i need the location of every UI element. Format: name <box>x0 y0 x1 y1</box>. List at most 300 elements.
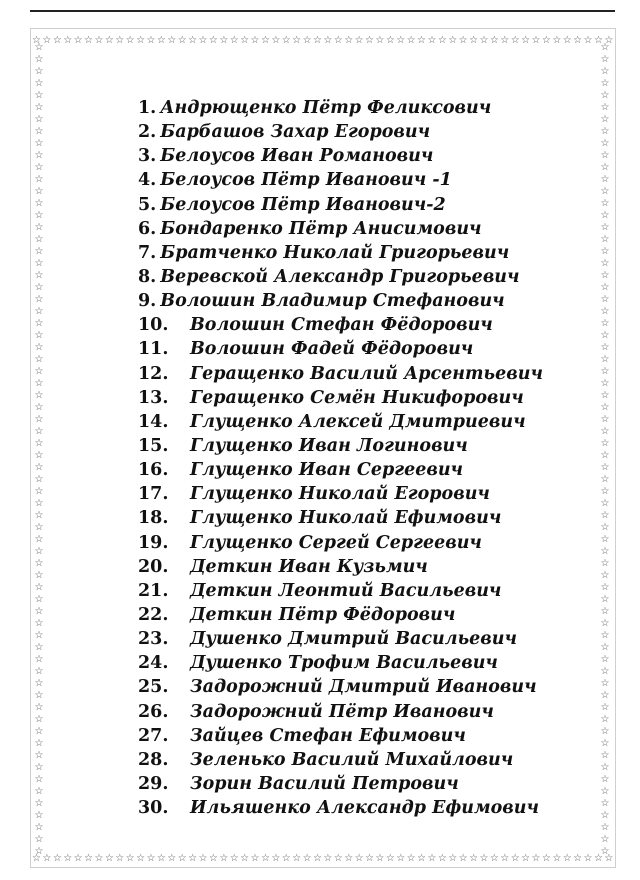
star-outline-icon: ☆ <box>600 354 610 365</box>
star-outline-icon: ☆ <box>427 35 437 46</box>
star-outline-icon: ☆ <box>104 35 114 46</box>
star-outline-icon: ☆ <box>34 90 44 101</box>
star-outline-icon: ☆ <box>34 402 44 413</box>
item-number: 11. <box>138 339 169 360</box>
name-list <box>138 96 608 820</box>
star-outline-icon: ☆ <box>302 35 312 46</box>
star-outline-icon: ☆ <box>600 546 610 557</box>
item-name: Глущенко Иван Логинович <box>190 435 468 456</box>
item-number: 27. <box>138 725 169 746</box>
star-outline-icon: ☆ <box>354 853 364 864</box>
item-number: 19. <box>138 532 169 553</box>
star-border-bottom <box>32 852 614 866</box>
star-outline-icon: ☆ <box>600 54 610 65</box>
top-rule <box>30 10 615 12</box>
star-outline-icon: ☆ <box>125 853 135 864</box>
star-outline-icon: ☆ <box>34 834 44 845</box>
star-outline-icon: ☆ <box>73 35 83 46</box>
star-outline-icon: ☆ <box>600 822 610 833</box>
star-outline-icon: ☆ <box>562 853 572 864</box>
item-number: 17. <box>138 484 169 505</box>
star-outline-icon: ☆ <box>385 35 395 46</box>
star-outline-icon: ☆ <box>600 234 610 245</box>
star-outline-icon: ☆ <box>188 35 198 46</box>
star-outline-icon: ☆ <box>34 750 44 761</box>
star-outline-icon: ☆ <box>510 35 520 46</box>
list-item <box>138 144 608 168</box>
list-item <box>138 724 608 748</box>
star-outline-icon: ☆ <box>34 342 44 353</box>
item-name: Бондаренко Пётр Анисимович <box>160 218 482 239</box>
item-name: Зайцев Стефан Ефимович <box>190 725 466 746</box>
star-outline-icon: ☆ <box>323 853 333 864</box>
item-name: Душенко Дмитрий Васильевич <box>190 629 517 650</box>
star-outline-icon: ☆ <box>600 150 610 161</box>
star-outline-icon: ☆ <box>600 438 610 449</box>
star-outline-icon: ☆ <box>34 606 44 617</box>
star-outline-icon: ☆ <box>34 306 44 317</box>
star-outline-icon: ☆ <box>600 510 610 521</box>
star-outline-icon: ☆ <box>600 654 610 665</box>
star-outline-icon: ☆ <box>292 35 302 46</box>
star-outline-icon: ☆ <box>600 378 610 389</box>
item-number: 14. <box>138 411 169 432</box>
star-outline-icon: ☆ <box>34 426 44 437</box>
item-name: Задорожний Дмитрий Иванович <box>190 677 537 698</box>
star-outline-icon: ☆ <box>34 486 44 497</box>
star-outline-icon: ☆ <box>34 642 44 653</box>
item-name: Братченко Николай Григорьевич <box>160 242 510 263</box>
star-outline-icon: ☆ <box>427 853 437 864</box>
star-border-left <box>32 42 46 856</box>
star-outline-icon: ☆ <box>600 750 610 761</box>
item-number: 2. <box>138 122 157 143</box>
star-outline-icon: ☆ <box>600 330 610 341</box>
star-outline-icon: ☆ <box>34 150 44 161</box>
star-outline-icon: ☆ <box>94 853 104 864</box>
star-outline-icon: ☆ <box>34 378 44 389</box>
item-name: Зеленько Василий Михайлович <box>190 749 514 770</box>
item-name: Волошин Стефан Фёдорович <box>190 315 493 336</box>
list-item <box>138 241 608 265</box>
star-outline-icon: ☆ <box>600 306 610 317</box>
star-outline-icon: ☆ <box>375 853 385 864</box>
list-item <box>138 675 608 699</box>
item-number: 7. <box>138 242 157 263</box>
star-outline-icon: ☆ <box>600 606 610 617</box>
star-outline-icon: ☆ <box>600 66 610 77</box>
star-outline-icon: ☆ <box>34 774 44 785</box>
star-outline-icon: ☆ <box>52 853 62 864</box>
star-outline-icon: ☆ <box>34 438 44 449</box>
star-outline-icon: ☆ <box>292 853 302 864</box>
star-outline-icon: ☆ <box>208 35 218 46</box>
list-item <box>138 555 608 579</box>
star-outline-icon: ☆ <box>600 78 610 89</box>
star-outline-icon: ☆ <box>541 35 551 46</box>
star-outline-icon: ☆ <box>600 702 610 713</box>
star-outline-icon: ☆ <box>34 546 44 557</box>
star-outline-icon: ☆ <box>34 234 44 245</box>
list-item <box>138 362 608 386</box>
star-outline-icon: ☆ <box>34 570 44 581</box>
star-outline-icon: ☆ <box>167 35 177 46</box>
star-outline-icon: ☆ <box>552 853 562 864</box>
star-outline-icon: ☆ <box>34 846 44 857</box>
list-item <box>138 531 608 555</box>
star-outline-icon: ☆ <box>600 42 610 53</box>
star-outline-icon: ☆ <box>600 462 610 473</box>
star-outline-icon: ☆ <box>34 702 44 713</box>
star-outline-icon: ☆ <box>34 258 44 269</box>
list-item <box>138 506 608 530</box>
list-item <box>138 96 608 120</box>
star-outline-icon: ☆ <box>34 822 44 833</box>
star-outline-icon: ☆ <box>34 582 44 593</box>
star-outline-icon: ☆ <box>84 35 93 46</box>
star-outline-icon: ☆ <box>250 35 260 46</box>
star-outline-icon: ☆ <box>600 102 610 113</box>
star-outline-icon: ☆ <box>600 342 610 353</box>
star-outline-icon: ☆ <box>34 726 44 737</box>
star-outline-icon: ☆ <box>593 853 603 864</box>
star-outline-icon: ☆ <box>396 35 406 46</box>
star-outline-icon: ☆ <box>84 853 93 864</box>
star-outline-icon: ☆ <box>219 853 229 864</box>
list-item <box>138 265 608 289</box>
star-outline-icon: ☆ <box>312 853 322 864</box>
list-item <box>138 337 608 361</box>
star-outline-icon: ☆ <box>417 853 426 864</box>
item-number: 30. <box>138 798 169 819</box>
star-outline-icon: ☆ <box>600 834 610 845</box>
star-outline-icon: ☆ <box>34 330 44 341</box>
star-outline-icon: ☆ <box>260 35 270 46</box>
list-item <box>138 772 608 796</box>
star-outline-icon: ☆ <box>437 35 447 46</box>
star-outline-icon: ☆ <box>600 246 610 257</box>
star-outline-icon: ☆ <box>600 318 610 329</box>
star-outline-icon: ☆ <box>34 186 44 197</box>
item-number: 21. <box>138 580 169 601</box>
star-outline-icon: ☆ <box>600 366 610 377</box>
item-number: 1. <box>138 98 157 118</box>
star-outline-icon: ☆ <box>344 35 354 46</box>
star-outline-icon: ☆ <box>600 534 610 545</box>
star-outline-icon: ☆ <box>302 853 312 864</box>
list-item <box>138 458 608 482</box>
star-outline-icon: ☆ <box>34 102 44 113</box>
star-outline-icon: ☆ <box>365 853 374 864</box>
list-item <box>138 410 608 434</box>
star-outline-icon: ☆ <box>156 853 166 864</box>
star-outline-icon: ☆ <box>500 853 510 864</box>
item-name: Душенко Трофим Васильевич <box>190 653 498 674</box>
star-outline-icon: ☆ <box>34 618 44 629</box>
item-number: 16. <box>138 460 169 481</box>
star-outline-icon: ☆ <box>156 35 166 46</box>
star-outline-icon: ☆ <box>32 35 41 46</box>
star-outline-icon: ☆ <box>600 126 610 137</box>
star-outline-icon: ☆ <box>600 690 610 701</box>
list-item <box>138 313 608 337</box>
star-outline-icon: ☆ <box>500 35 510 46</box>
star-outline-icon: ☆ <box>406 853 416 864</box>
star-outline-icon: ☆ <box>600 162 610 173</box>
star-outline-icon: ☆ <box>600 498 610 509</box>
item-number: 8. <box>138 266 157 287</box>
star-outline-icon: ☆ <box>417 35 426 46</box>
star-outline-icon: ☆ <box>34 462 44 473</box>
star-outline-icon: ☆ <box>600 402 610 413</box>
star-outline-icon: ☆ <box>34 390 44 401</box>
star-outline-icon: ☆ <box>333 853 343 864</box>
star-outline-icon: ☆ <box>240 853 250 864</box>
list-item <box>138 120 608 144</box>
star-outline-icon: ☆ <box>34 810 44 821</box>
list-item <box>138 482 608 506</box>
star-border-top <box>32 34 614 48</box>
star-outline-icon: ☆ <box>34 762 44 773</box>
star-outline-icon: ☆ <box>489 853 499 864</box>
star-outline-icon: ☆ <box>34 198 44 209</box>
list-item <box>138 748 608 772</box>
star-outline-icon: ☆ <box>34 66 44 77</box>
item-name: Глущенко Алексей Дмитриевич <box>190 411 526 432</box>
list-item <box>138 579 608 603</box>
star-outline-icon: ☆ <box>34 210 44 221</box>
star-outline-icon: ☆ <box>323 35 333 46</box>
item-number: 29. <box>138 773 169 794</box>
item-number: 25. <box>138 677 169 698</box>
star-outline-icon: ☆ <box>34 798 44 809</box>
star-outline-icon: ☆ <box>34 690 44 701</box>
star-outline-icon: ☆ <box>115 35 125 46</box>
star-outline-icon: ☆ <box>42 35 52 46</box>
star-outline-icon: ☆ <box>34 282 44 293</box>
star-outline-icon: ☆ <box>583 853 593 864</box>
star-outline-icon: ☆ <box>63 35 73 46</box>
list-item <box>138 193 608 217</box>
star-outline-icon: ☆ <box>562 35 572 46</box>
star-outline-icon: ☆ <box>34 510 44 521</box>
item-number: 20. <box>138 556 169 577</box>
star-outline-icon: ☆ <box>600 414 610 425</box>
list-item <box>138 603 608 627</box>
item-number: 4. <box>138 170 157 191</box>
star-outline-icon: ☆ <box>344 853 354 864</box>
star-outline-icon: ☆ <box>604 853 614 864</box>
star-outline-icon: ☆ <box>600 474 610 485</box>
star-outline-icon: ☆ <box>600 630 610 641</box>
item-name: Волошин Фадей Фёдорович <box>190 339 474 360</box>
star-outline-icon: ☆ <box>600 594 610 605</box>
item-name: Деткин Пётр Фёдорович <box>190 604 456 625</box>
star-outline-icon: ☆ <box>365 35 374 46</box>
star-outline-icon: ☆ <box>34 594 44 605</box>
list-item <box>138 289 608 313</box>
star-outline-icon: ☆ <box>34 558 44 569</box>
list-item <box>138 434 608 458</box>
star-outline-icon: ☆ <box>489 35 499 46</box>
star-outline-icon: ☆ <box>34 786 44 797</box>
star-outline-icon: ☆ <box>600 390 610 401</box>
item-number: 6. <box>138 218 157 239</box>
star-outline-icon: ☆ <box>32 853 41 864</box>
star-outline-icon: ☆ <box>600 774 610 785</box>
item-name: Геращенко Семён Никифорович <box>190 387 524 408</box>
star-outline-icon: ☆ <box>600 210 610 221</box>
star-outline-icon: ☆ <box>42 853 52 864</box>
item-name: Андрющенко Пётр Феликсович <box>160 98 492 118</box>
star-outline-icon: ☆ <box>312 35 322 46</box>
star-outline-icon: ☆ <box>34 246 44 257</box>
star-outline-icon: ☆ <box>219 35 229 46</box>
star-outline-icon: ☆ <box>600 714 610 725</box>
star-outline-icon: ☆ <box>260 853 270 864</box>
star-outline-icon: ☆ <box>479 853 489 864</box>
star-outline-icon: ☆ <box>34 450 44 461</box>
star-outline-icon: ☆ <box>34 522 44 533</box>
item-number: 3. <box>138 146 157 167</box>
star-outline-icon: ☆ <box>600 258 610 269</box>
star-outline-icon: ☆ <box>34 222 44 233</box>
star-outline-icon: ☆ <box>198 35 208 46</box>
star-outline-icon: ☆ <box>34 366 44 377</box>
star-outline-icon: ☆ <box>600 738 610 749</box>
star-outline-icon: ☆ <box>531 853 541 864</box>
star-outline-icon: ☆ <box>600 138 610 149</box>
star-outline-icon: ☆ <box>593 35 603 46</box>
item-number: 15. <box>138 435 169 456</box>
star-outline-icon: ☆ <box>573 35 583 46</box>
list-item <box>138 796 608 820</box>
item-number: 18. <box>138 508 169 529</box>
item-number: 12. <box>138 363 169 384</box>
star-outline-icon: ☆ <box>63 853 73 864</box>
item-name: Веревской Александр Григорьевич <box>160 266 520 287</box>
star-outline-icon: ☆ <box>34 78 44 89</box>
list-item <box>138 700 608 724</box>
star-outline-icon: ☆ <box>600 786 610 797</box>
star-outline-icon: ☆ <box>600 450 610 461</box>
star-outline-icon: ☆ <box>604 35 614 46</box>
star-outline-icon: ☆ <box>600 90 610 101</box>
star-outline-icon: ☆ <box>34 138 44 149</box>
item-name: Зорин Василий Петрович <box>190 773 459 794</box>
star-outline-icon: ☆ <box>198 853 208 864</box>
star-outline-icon: ☆ <box>600 114 610 125</box>
star-outline-icon: ☆ <box>229 35 239 46</box>
item-name: Деткин Иван Кузьмич <box>190 556 428 577</box>
item-name: Задорожний Пётр Иванович <box>190 701 494 722</box>
item-name: Глущенко Иван Сергеевич <box>190 460 464 481</box>
item-name: Волошин Владимир Стефанович <box>160 291 505 312</box>
item-number: 24. <box>138 653 169 674</box>
star-outline-icon: ☆ <box>600 558 610 569</box>
item-number: 10. <box>138 315 169 336</box>
star-outline-icon: ☆ <box>600 582 610 593</box>
star-outline-icon: ☆ <box>34 474 44 485</box>
star-outline-icon: ☆ <box>125 35 135 46</box>
item-name: Белоусов Иван Романович <box>160 146 434 167</box>
star-outline-icon: ☆ <box>600 618 610 629</box>
star-outline-icon: ☆ <box>34 714 44 725</box>
star-outline-icon: ☆ <box>600 270 610 281</box>
star-outline-icon: ☆ <box>34 270 44 281</box>
star-outline-icon: ☆ <box>600 294 610 305</box>
star-outline-icon: ☆ <box>600 666 610 677</box>
star-outline-icon: ☆ <box>52 35 62 46</box>
star-outline-icon: ☆ <box>208 853 218 864</box>
star-outline-icon: ☆ <box>552 35 562 46</box>
star-outline-icon: ☆ <box>437 853 447 864</box>
item-name: Глущенко Сергей Сергеевич <box>190 532 482 553</box>
star-outline-icon: ☆ <box>600 798 610 809</box>
list-item <box>138 651 608 675</box>
item-number: 28. <box>138 749 169 770</box>
star-outline-icon: ☆ <box>600 222 610 233</box>
item-number: 5. <box>138 194 157 215</box>
item-name: Барбашов Захар Егорович <box>160 122 431 143</box>
star-outline-icon: ☆ <box>600 186 610 197</box>
star-outline-icon: ☆ <box>510 853 520 864</box>
list-item <box>138 627 608 651</box>
star-outline-icon: ☆ <box>34 126 44 137</box>
star-outline-icon: ☆ <box>600 174 610 185</box>
star-outline-icon: ☆ <box>375 35 385 46</box>
star-outline-icon: ☆ <box>406 35 416 46</box>
star-outline-icon: ☆ <box>600 810 610 821</box>
star-outline-icon: ☆ <box>73 853 83 864</box>
star-outline-icon: ☆ <box>136 853 146 864</box>
star-outline-icon: ☆ <box>600 198 610 209</box>
star-outline-icon: ☆ <box>177 853 187 864</box>
item-number: 13. <box>138 387 169 408</box>
star-outline-icon: ☆ <box>600 282 610 293</box>
star-outline-icon: ☆ <box>94 35 104 46</box>
star-outline-icon: ☆ <box>600 726 610 737</box>
star-outline-icon: ☆ <box>385 853 395 864</box>
star-outline-icon: ☆ <box>250 853 260 864</box>
star-outline-icon: ☆ <box>600 678 610 689</box>
star-outline-icon: ☆ <box>34 294 44 305</box>
star-outline-icon: ☆ <box>271 853 281 864</box>
star-outline-icon: ☆ <box>34 54 44 65</box>
star-outline-icon: ☆ <box>34 162 44 173</box>
star-outline-icon: ☆ <box>177 35 187 46</box>
star-outline-icon: ☆ <box>34 318 44 329</box>
star-outline-icon: ☆ <box>458 853 468 864</box>
star-outline-icon: ☆ <box>600 486 610 497</box>
item-name: Глущенко Николай Ефимович <box>190 508 502 529</box>
item-name: Геращенко Василий Арсентьевич <box>190 363 543 384</box>
star-outline-icon: ☆ <box>531 35 541 46</box>
star-outline-icon: ☆ <box>271 35 281 46</box>
star-outline-icon: ☆ <box>396 853 406 864</box>
star-outline-icon: ☆ <box>469 35 479 46</box>
item-number: 26. <box>138 701 169 722</box>
star-outline-icon: ☆ <box>34 354 44 365</box>
star-outline-icon: ☆ <box>281 35 291 46</box>
star-outline-icon: ☆ <box>281 853 291 864</box>
star-outline-icon: ☆ <box>104 853 114 864</box>
star-outline-icon: ☆ <box>583 35 593 46</box>
star-outline-icon: ☆ <box>188 853 198 864</box>
list-item <box>138 386 608 410</box>
star-outline-icon: ☆ <box>34 534 44 545</box>
star-outline-icon: ☆ <box>146 853 156 864</box>
